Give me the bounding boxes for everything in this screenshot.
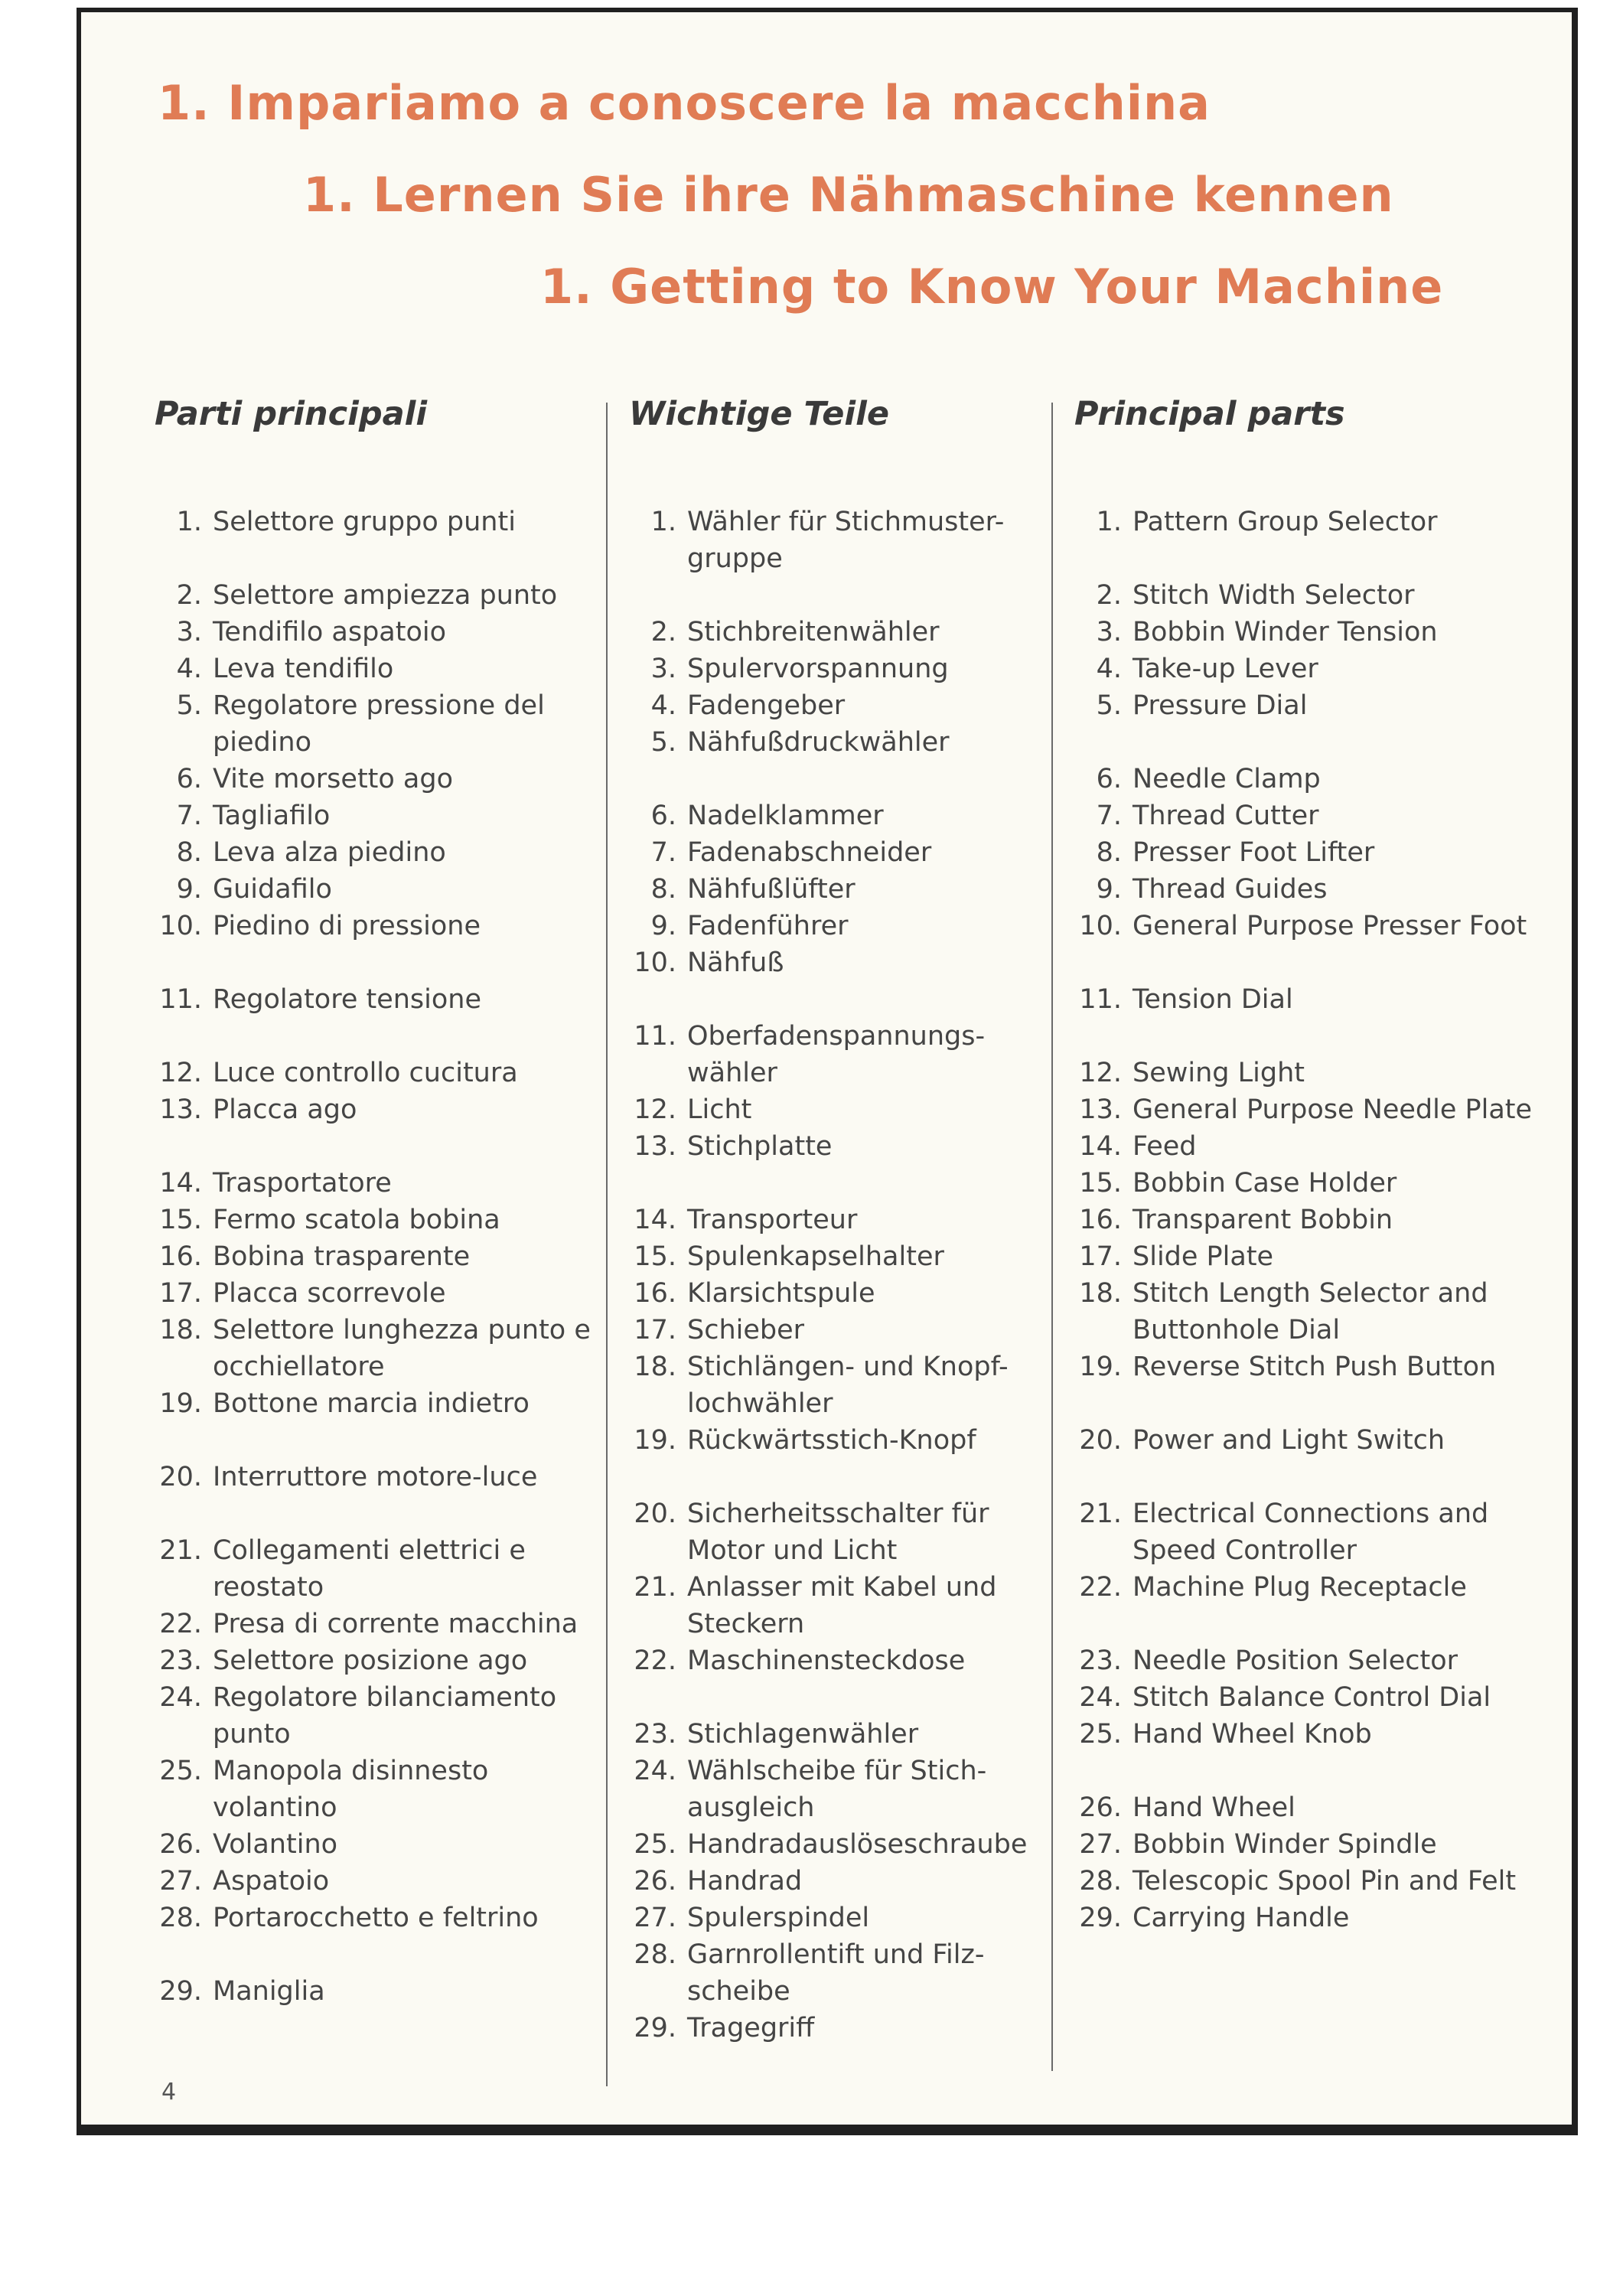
list-german <box>629 504 1042 2047</box>
list-item <box>155 1753 591 1826</box>
item-text: Bottone marcia indietro <box>213 1388 530 1419</box>
column-divider-2 <box>1051 403 1053 2071</box>
list-item <box>1074 761 1564 797</box>
item-text: General Purpose Needle Plate <box>1133 1094 1533 1125</box>
item-number: 15. <box>1079 1168 1122 1199</box>
list-item <box>1074 1826 1564 1863</box>
list-item <box>629 1863 1042 1900</box>
list-item <box>629 724 1042 761</box>
item-number: 25. <box>634 1829 676 1860</box>
list-item <box>1074 577 1564 614</box>
item-number: 9. <box>176 874 202 905</box>
item-number: 20. <box>634 1499 676 1529</box>
item-number: 26. <box>634 1866 676 1896</box>
item-text: Reverse Stitch Push Button <box>1133 1352 1497 1382</box>
item-text: Stitch Length Selector and Buttonhole Dial <box>1133 1278 1488 1345</box>
item-text: Spulervorspannung <box>687 654 949 684</box>
item-text: Tension Dial <box>1133 984 1293 1015</box>
list-item <box>629 1202 1042 1238</box>
item-text: Power and Light Switch <box>1133 1425 1445 1456</box>
item-number: 5. <box>176 690 202 721</box>
item-text: Bobbin Winder Tension <box>1133 617 1438 647</box>
list-item <box>155 1679 591 1753</box>
item-text: Leva alza piedino <box>213 837 446 868</box>
list-item <box>155 1275 591 1312</box>
item-number: 13. <box>159 1094 202 1125</box>
item-text: Transparent Bobbin <box>1133 1205 1393 1235</box>
item-number: 10. <box>634 947 676 978</box>
item-text: Fermo scatola bobina <box>213 1205 500 1235</box>
list-item <box>629 908 1042 944</box>
item-text: Portarocchetto e feltrino <box>213 1903 539 1933</box>
item-text: Klarsichtspule <box>687 1278 875 1309</box>
item-number: 2. <box>650 617 676 647</box>
item-text: Handrad <box>687 1866 803 1896</box>
item-text: Maniglia <box>213 1976 325 2007</box>
item-text: Guidafilo <box>213 874 332 905</box>
item-text: Hand Wheel Knob <box>1133 1719 1372 1750</box>
title-german: 1. Lernen Sie ihre Nähmaschine kennen <box>303 167 1394 223</box>
item-text: Bobbin Case Holder <box>1133 1168 1397 1199</box>
title-english: 1. Getting to Know Your Machine <box>540 259 1444 315</box>
item-text: Pattern Group Selector <box>1133 507 1438 537</box>
list-item <box>629 1275 1042 1312</box>
list-item <box>155 1900 591 1936</box>
list-item <box>629 1128 1042 1165</box>
item-text: Anlasser mit Kabel und Steckern <box>687 1572 997 1639</box>
item-text: Selettore posizione ago <box>213 1645 528 1676</box>
list-item <box>629 1936 1042 2010</box>
item-text: Presser Foot Lifter <box>1133 837 1375 868</box>
list-item <box>1074 1789 1564 1826</box>
item-number: 15. <box>634 1241 676 1272</box>
list-item <box>629 871 1042 908</box>
item-text: Telescopic Spool Pin and Felt <box>1133 1866 1517 1896</box>
list-item <box>1074 1495 1564 1569</box>
list-item <box>155 1055 591 1091</box>
item-number: 12. <box>1079 1058 1122 1088</box>
item-number: 21. <box>634 1572 676 1603</box>
item-text: Take-up Lever <box>1133 654 1318 684</box>
item-number: 20. <box>1079 1425 1122 1456</box>
item-text: Placca scorrevole <box>213 1278 446 1309</box>
list-english <box>1074 504 1564 1936</box>
item-number: 24. <box>1079 1682 1122 1713</box>
item-number: 17. <box>634 1315 676 1345</box>
list-item <box>629 1642 1042 1679</box>
item-text: Piedino di pressione <box>213 911 481 941</box>
list-item <box>629 1091 1042 1128</box>
item-text: Needle Clamp <box>1133 764 1321 794</box>
item-text: Presa di corrente macchina <box>213 1609 578 1639</box>
item-text: Fadenführer <box>687 911 849 941</box>
item-number: 24. <box>634 1756 676 1786</box>
column-divider-1 <box>606 403 608 2086</box>
list-item <box>1074 1716 1564 1753</box>
item-text: Stitch Balance Control Dial <box>1133 1682 1491 1713</box>
list-item <box>629 834 1042 871</box>
list-item <box>1074 1165 1564 1202</box>
list-item <box>1074 908 1564 944</box>
list-item <box>1074 1679 1564 1716</box>
item-number: 11. <box>1079 984 1122 1015</box>
list-item <box>1074 1091 1564 1128</box>
item-text: Stitch Width Selector <box>1133 580 1415 611</box>
list-item <box>629 504 1042 577</box>
item-text: Garnrollentift und Filz-scheibe <box>687 1939 985 2007</box>
item-text: Transporteur <box>687 1205 858 1235</box>
item-text: Wählscheibe für Stich-ausgleich <box>687 1756 987 1823</box>
item-number: 16. <box>634 1278 676 1309</box>
item-number: 22. <box>159 1609 202 1639</box>
item-text: Sicherheitsschalter für Motor und Licht <box>687 1499 989 1566</box>
item-number: 17. <box>159 1278 202 1309</box>
list-item <box>155 908 591 944</box>
item-text: Feed <box>1133 1131 1197 1162</box>
item-number: 4. <box>176 654 202 684</box>
item-text: Hand Wheel <box>1133 1792 1295 1823</box>
item-number: 20. <box>159 1462 202 1492</box>
list-item <box>1074 1569 1564 1606</box>
item-number: 16. <box>1079 1205 1122 1235</box>
item-number: 13. <box>634 1131 676 1162</box>
item-text: Regolatore tensione <box>213 984 482 1015</box>
item-text: Leva tendifilo <box>213 654 394 684</box>
item-number: 15. <box>159 1205 202 1235</box>
item-number: 26. <box>1079 1792 1122 1823</box>
item-text: Bobbin Winder Spindle <box>1133 1829 1437 1860</box>
list-item <box>629 2010 1042 2047</box>
list-item <box>629 1422 1042 1459</box>
item-number: 9. <box>1096 874 1122 905</box>
item-text: Schieber <box>687 1315 805 1345</box>
list-item <box>155 871 591 908</box>
list-item <box>1074 1238 1564 1275</box>
item-number: 4. <box>650 690 676 721</box>
item-text: Oberfadenspannungs-wähler <box>687 1021 986 1088</box>
list-item <box>1074 687 1564 724</box>
list-item <box>155 761 591 797</box>
list-item <box>155 1606 591 1642</box>
item-number: 10. <box>1079 911 1122 941</box>
item-number: 27. <box>1079 1829 1122 1860</box>
item-number: 24. <box>159 1682 202 1713</box>
list-item <box>155 687 591 761</box>
item-text: Fadengeber <box>687 690 846 721</box>
list-item <box>1074 1128 1564 1165</box>
item-text: Selettore gruppo punti <box>213 507 516 537</box>
heading-italian: Parti principali <box>155 395 428 433</box>
list-item <box>629 687 1042 724</box>
list-item <box>1074 1275 1564 1349</box>
manual-page <box>77 8 1578 2135</box>
list-item <box>155 1385 591 1422</box>
item-number: 19. <box>159 1388 202 1419</box>
item-text: Stichlängen- und Knopf-lochwähler <box>687 1352 1009 1419</box>
item-number: 28. <box>634 1939 676 1970</box>
item-number: 18. <box>634 1352 676 1382</box>
item-number: 28. <box>1079 1866 1122 1896</box>
item-text: Spulerspindel <box>687 1903 870 1933</box>
item-text: Bobina trasparente <box>213 1241 471 1272</box>
list-item <box>155 1973 591 2010</box>
list-item <box>155 1532 591 1606</box>
list-item <box>1074 1900 1564 1936</box>
item-number: 6. <box>176 764 202 794</box>
item-number: 10. <box>159 911 202 941</box>
list-item <box>155 981 591 1018</box>
list-item <box>1074 1863 1564 1900</box>
item-number: 1. <box>1096 507 1122 537</box>
item-number: 14. <box>1079 1131 1122 1162</box>
item-number: 7. <box>1096 801 1122 831</box>
list-italian <box>155 504 591 2010</box>
list-item <box>1074 871 1564 908</box>
list-item <box>1074 1055 1564 1091</box>
item-number: 2. <box>176 580 202 611</box>
item-text: Licht <box>687 1094 752 1125</box>
list-item <box>629 1349 1042 1422</box>
list-item <box>155 1826 591 1863</box>
list-item <box>155 1202 591 1238</box>
item-text: Stichbreitenwähler <box>687 617 940 647</box>
item-number: 3. <box>1096 617 1122 647</box>
list-item <box>1074 797 1564 834</box>
item-text: Wähler für Stichmuster-gruppe <box>687 507 1005 574</box>
item-text: Nähfußlüfter <box>687 874 855 905</box>
item-number: 18. <box>159 1315 202 1345</box>
list-item <box>629 614 1042 651</box>
list-item <box>1074 834 1564 871</box>
item-number: 19. <box>1079 1352 1122 1382</box>
heading-german: Wichtige Teile <box>629 395 890 433</box>
list-item <box>1074 1349 1564 1385</box>
item-text: General Purpose Presser Foot <box>1133 911 1527 941</box>
list-item <box>1074 1422 1564 1459</box>
item-number: 17. <box>1079 1241 1122 1272</box>
item-number: 11. <box>634 1021 676 1052</box>
item-number: 12. <box>634 1094 676 1125</box>
item-number: 14. <box>634 1205 676 1235</box>
item-number: 27. <box>159 1866 202 1896</box>
item-number: 22. <box>1079 1572 1122 1603</box>
item-text: Fadenabschneider <box>687 837 932 868</box>
item-text: Vite morsetto ago <box>213 764 454 794</box>
list-item <box>629 1569 1042 1642</box>
item-number: 5. <box>1096 690 1122 721</box>
item-number: 8. <box>176 837 202 868</box>
list-item <box>629 1018 1042 1091</box>
title-italian: 1. Impariamo a conoscere la macchina <box>158 75 1211 131</box>
item-number: 25. <box>1079 1719 1122 1750</box>
item-text: Trasportatore <box>213 1168 392 1199</box>
item-number: 3. <box>650 654 676 684</box>
item-number: 23. <box>159 1645 202 1676</box>
item-text: Tagliafilo <box>213 801 331 831</box>
item-number: 23. <box>634 1719 676 1750</box>
item-text: Manopola disinnesto volantino <box>213 1756 489 1823</box>
item-number: 14. <box>159 1168 202 1199</box>
list-item <box>629 1312 1042 1349</box>
item-number: 25. <box>159 1756 202 1786</box>
item-text: Collegamenti elettrici e reostato <box>213 1535 526 1603</box>
item-text: Stichplatte <box>687 1131 833 1162</box>
list-item <box>629 1495 1042 1569</box>
item-number: 29. <box>1079 1903 1122 1933</box>
item-text: Regolatore pressione del piedino <box>213 690 545 758</box>
item-number: 1. <box>650 507 676 537</box>
item-number: 28. <box>159 1903 202 1933</box>
list-item <box>155 1165 591 1202</box>
item-text: Slide Plate <box>1133 1241 1274 1272</box>
item-text: Selettore lunghezza punto e occhiellatore <box>213 1315 591 1382</box>
list-item <box>1074 614 1564 651</box>
item-number: 21. <box>1079 1499 1122 1529</box>
item-number: 12. <box>159 1058 202 1088</box>
item-number: 8. <box>650 874 676 905</box>
item-text: Thread Guides <box>1133 874 1328 905</box>
item-text: Placca ago <box>213 1094 357 1125</box>
list-item <box>155 651 591 687</box>
item-number: 29. <box>634 2013 676 2043</box>
item-number: 13. <box>1079 1094 1122 1125</box>
item-number: 6. <box>650 801 676 831</box>
item-text: Regolatore bilanciamento punto <box>213 1682 557 1750</box>
list-item <box>629 1900 1042 1936</box>
item-text: Tendifilo aspatoio <box>213 617 447 647</box>
item-text: Nadelklammer <box>687 801 884 831</box>
list-item <box>629 1753 1042 1826</box>
item-number: 3. <box>176 617 202 647</box>
item-text: Sewing Light <box>1133 1058 1305 1088</box>
item-text: Nähfuß <box>687 947 784 978</box>
list-item <box>1074 651 1564 687</box>
item-number: 29. <box>159 1976 202 2007</box>
item-text: Maschinensteckdose <box>687 1645 966 1676</box>
list-item <box>155 1459 591 1495</box>
item-number: 21. <box>159 1535 202 1566</box>
list-item <box>1074 981 1564 1018</box>
item-text: Selettore ampiezza punto <box>213 580 558 611</box>
list-item <box>155 504 591 540</box>
list-item <box>629 1826 1042 1863</box>
list-item <box>629 797 1042 834</box>
item-number: 1. <box>176 507 202 537</box>
list-item <box>629 1716 1042 1753</box>
list-item <box>155 834 591 871</box>
item-number: 16. <box>159 1241 202 1272</box>
list-item <box>155 1091 591 1128</box>
item-text: Handradauslöseschraube <box>687 1829 1028 1860</box>
item-number: 5. <box>650 727 676 758</box>
list-item <box>155 1238 591 1275</box>
list-item <box>155 1863 591 1900</box>
list-item <box>1074 1202 1564 1238</box>
item-text: Tragegriff <box>687 2013 815 2043</box>
item-text: Rückwärtsstich-Knopf <box>687 1425 976 1456</box>
list-item <box>155 1312 591 1385</box>
item-text: Luce controllo cucitura <box>213 1058 518 1088</box>
heading-english: Principal parts <box>1074 395 1345 433</box>
item-text: Interruttore motore-luce <box>213 1462 538 1492</box>
item-number: 9. <box>650 911 676 941</box>
list-item <box>1074 1642 1564 1679</box>
item-number: 19. <box>634 1425 676 1456</box>
item-number: 26. <box>159 1829 202 1860</box>
item-text: Needle Position Selector <box>1133 1645 1458 1676</box>
item-text: Spulenkapselhalter <box>687 1241 944 1272</box>
list-item <box>155 614 591 651</box>
item-number: 7. <box>650 837 676 868</box>
page-number: 4 <box>161 2079 177 2105</box>
item-text: Thread Cutter <box>1133 801 1319 831</box>
item-number: 8. <box>1096 837 1122 868</box>
item-number: 22. <box>634 1645 676 1676</box>
list-item <box>629 1238 1042 1275</box>
item-number: 4. <box>1096 654 1122 684</box>
list-item <box>155 577 591 614</box>
list-item <box>155 797 591 834</box>
item-text: Machine Plug Receptacle <box>1133 1572 1467 1603</box>
list-item <box>629 651 1042 687</box>
item-text: Pressure Dial <box>1133 690 1308 721</box>
item-number: 18. <box>1079 1278 1122 1309</box>
list-item <box>629 944 1042 981</box>
item-number: 11. <box>159 984 202 1015</box>
item-number: 7. <box>176 801 202 831</box>
item-number: 2. <box>1096 580 1122 611</box>
list-item <box>1074 504 1564 540</box>
item-number: 6. <box>1096 764 1122 794</box>
item-text: Volantino <box>213 1829 338 1860</box>
item-number: 27. <box>634 1903 676 1933</box>
item-text: Stichlagenwähler <box>687 1719 919 1750</box>
item-text: Aspatoio <box>213 1866 330 1896</box>
list-item <box>155 1642 591 1679</box>
item-text: Carrying Handle <box>1133 1903 1350 1933</box>
item-text: Nähfußdruckwähler <box>687 727 950 758</box>
item-text: Electrical Connections and Speed Controller <box>1133 1499 1489 1566</box>
item-number: 23. <box>1079 1645 1122 1676</box>
